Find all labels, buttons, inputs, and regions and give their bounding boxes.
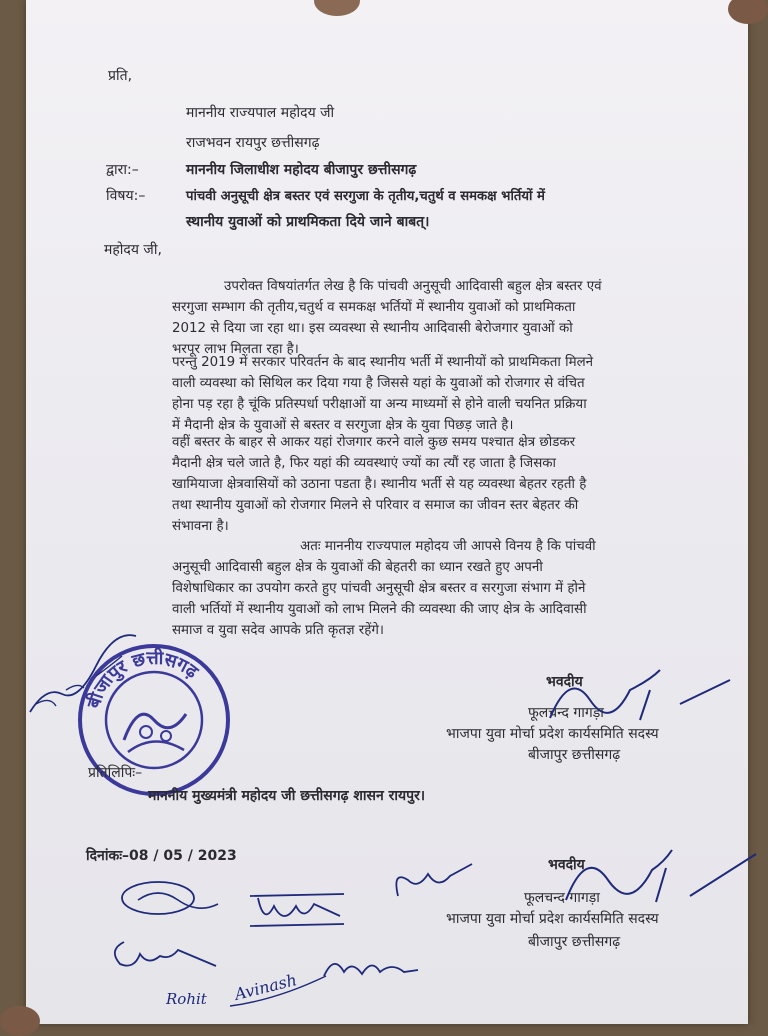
para1-line: भरपूर लाभ मिलता रहा है। [172, 342, 299, 357]
para1-line: उपरोक्त विषयांतर्गत लेख है कि पांचवी अनुसूची आदिवासी बहुल क्षेत्र बस्तर एवं [224, 279, 602, 294]
finger-bottom-left [0, 1006, 40, 1036]
signature-supporter-4 [104, 930, 224, 980]
via-text: माननीय जिलाधीश महोदय बीजापुर छत्तीसगढ़ [186, 162, 417, 178]
closing-2-name: फूलचन्द गागड़ा [524, 890, 600, 906]
handwritten-avinash: Avinash [232, 970, 299, 1004]
seal-text: बीजापुर छत्तीसगढ़ [83, 647, 202, 711]
signature-2 [560, 844, 760, 914]
para3-line: खामियाजा क्षेत्रवासियों को उठाना पडता है। स्थानीय भर्ती से यह व्यवस्था बेहतर रहती है [172, 477, 587, 492]
subject-line-2: स्थानीय युवाओं को प्राथमिकता दिये जाने बाबत्। [186, 214, 430, 230]
paragraph-3 [172, 432, 586, 537]
para3-line: संभावना है। [172, 519, 229, 534]
para3-line: तथा स्थानीय युवाओं को रोजगार मिलने से परिवार व समाज का जीवन स्तर बेहतर की [172, 498, 579, 513]
handwritten-note-left [26, 626, 156, 726]
finger-top-right [728, 0, 768, 24]
copy-text: माननीय मुख्यमंत्री महोदय जी छत्तीसगढ़ शासन रायपुर। [148, 788, 426, 804]
recipient-line-1: माननीय राज्यपाल महोदय जी [186, 105, 335, 121]
recipient-line-2: राजभवन रायपुर छत्तीसगढ़ [186, 135, 320, 151]
para3-line: वहीं बस्तर के बाहर से आकर यहां रोजगार करने वाले कुछ समय पश्चात क्षेत्र छोडकर [172, 435, 576, 450]
paragraph-2 [172, 352, 593, 436]
para4-line: अनुसूची आदिवासी बहुल क्षेत्र के युवाओं की बेहतरी का ध्यान रखते हुए अपनी [172, 560, 543, 575]
closing-1-name: फूलचन्द गागड़ा [528, 705, 604, 721]
para4-line: समाज व युवा सदेव आपके प्रति कृतज्ञ रहेंगे। [172, 623, 384, 638]
closing-2-designation: भाजपा युवा मोर्चा प्रदेश कार्यसमिति सदस्य [446, 911, 659, 927]
para4-line: विशेषाधिकार का उपयोग करते हुए पांचवी अनुसूची क्षेत्र बस्तर व सरगुजा संभाग में होने [172, 581, 586, 596]
para2-line: वाली व्यवस्था को सिथिल कर दिया गया है जिससे यहां के युवाओं को रोजगार से वंचित [172, 376, 585, 391]
subject-line-1: पांचवी अनुसूची क्षेत्र बस्तर एवं सरगुजा के तृतीय,चतुर्थ व समकक्ष भर्तियों में [186, 189, 545, 204]
closing-1-designation: भाजपा युवा मोर्चा प्रदेश कार्यसमिति सदस्य [446, 726, 659, 742]
para2-line: होना पड़ रहा है चूंकि प्रतिस्पर्धा परीक्षाओं या अन्य माध्यमों से होने वाली चयनित प्रक्रिया [172, 397, 587, 412]
signature-supporter-1 [118, 872, 228, 922]
signature-supporter-7 [162, 976, 242, 1016]
closing-2-place: बीजापुर छत्तीसगढ़ [528, 934, 621, 950]
para1-line: 2012 से दिया जा रहा था। इस व्यवस्था से स्थानीय आदिवासी बेरोजगार युवाओं को [172, 321, 573, 336]
para1-line: सरगुजा सम्भाग की तृतीय,चतुर्थ व समकक्ष भर्तियों में स्थानीय युवाओं को प्राथमिकता [172, 300, 576, 315]
signature-supporter-3 [388, 860, 478, 910]
closing-2-label: भवदीय [548, 857, 585, 873]
closing-1-label: भवदीय [546, 674, 583, 690]
signature-1 [540, 660, 740, 730]
para3-line: मैदानी क्षेत्र चले जाते है, फिर यहां की व्यवस्थाएं ज्यों का त्यौं रह जाता है जिसका [172, 456, 557, 471]
signature-supporter-2 [244, 886, 354, 936]
date-text: दिनांकः–08 / 05 / 2023 [86, 848, 237, 864]
to-label: प्रति, [108, 68, 133, 84]
para4-line: अतः माननीय राज्यपाल महोदय जी आपसे विनय है कि पांचवी [300, 539, 596, 554]
para2-line: में मैदानी क्षेत्र के युवाओं से बस्तर व सरगुजा क्षेत्र के युवा पिछड़ जाते है। [172, 418, 514, 433]
paragraph-4 [172, 536, 596, 641]
handwritten-rohit: Rohit [166, 990, 207, 1008]
para4-line: वाली भर्तियों में स्थानीय युवाओं को लाभ मिलने की व्यवस्था की जाए क्षेत्र के आदिवासी [172, 602, 587, 617]
signature-supporter-6 [318, 950, 428, 990]
closing-1-place: बीजापुर छत्तीसगढ़ [528, 747, 621, 763]
copy-label: प्रतिलिपिः– [88, 765, 143, 781]
subject-label: विषय:– [106, 188, 146, 204]
salutation: महोदय जी, [104, 242, 162, 258]
paragraph-1 [172, 276, 602, 360]
via-label: द्वारा:– [106, 162, 139, 178]
para2-line: परन्तु 2019 में सरकार परिवर्तन के बाद स्थानीय भर्ती में स्थानीयों को प्राथमिकता मिलने [172, 355, 594, 370]
